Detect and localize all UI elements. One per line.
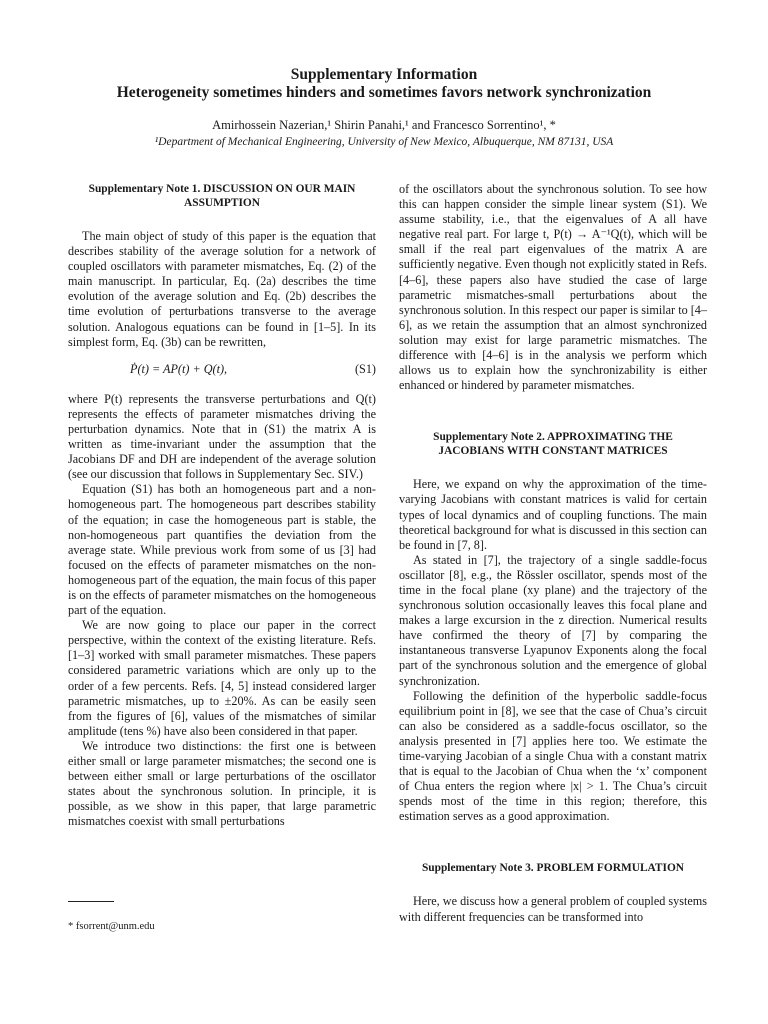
paragraph: where P(t) represents the transverse perturbations and Q(t) represents the effects of parameter mismatches driving the perturbation dynamics. Note that in (S1) the matrix A is written as time-invariant under the assumption that the Jacobians DF and DH are independent of the average solution (see our discussion that follows in Supplementary Sec. SIV.)	[68, 391, 376, 482]
paragraph: of the oscillators about the synchronous solution. To see how this can happen consider the simple linear system (S1). We assume stability, i.e., that the eigenvalues of A all have negative real part. For large t, P(t) → A⁻¹Q(t), which will be small if the real part eigenvalues of the matrix A are sufficiently negative. Even though not explicitly stated in Refs. [4–6], these papers also have studied the case of large parametric mismatches-small perturbations about the synchronous solution. In this respect our paper is similar to [4–6], as we retain the assumption that an almost synchronized solution may exist for large parametric mismatches. The difference with [4–6] is in the analysis we perform which allows us to explain how the synchronizability is either enhanced or hindered by parameter mismatches.	[399, 182, 707, 393]
section-heading-note3: Supplementary Note 3. PROBLEM FORMULATION	[421, 862, 685, 875]
equation-number: (S1)	[355, 361, 376, 376]
section-heading-note1: Supplementary Note 1. DISCUSSION ON OUR MAIN ASSUMPTION	[88, 183, 356, 209]
paragraph: Here, we discuss how a general problem of coupled systems with different frequencies can be transformed into	[399, 894, 707, 924]
section-heading-note2: Supplementary Note 2. APPROXIMATING THE JACOBIANS WITH CONSTANT MATRICES	[433, 431, 673, 458]
paper-title-line1: Supplementary Information	[290, 66, 478, 83]
paragraph: The main object of study of this paper is the equation that describes stability of the average solution for a network of coupled oscillators with parameter mismatches, Eq. (2) of the main manuscript. In particular, Eq. (2a) describes the time evolution of the average solution and Eq. (2b) describes the time evolution of perturbations transverse to the average solution. Analogous equations can be found in [1–5]. In its simplest form, Eq. (3b) can be rewritten,	[68, 229, 376, 349]
equation-s1	[68, 360, 376, 380]
right-column	[399, 182, 707, 925]
footnote-rule	[68, 901, 114, 902]
authors: Amirhossein Nazerian,¹ Shirin Panahi,¹ and Francesco Sorrentino¹, *	[212, 118, 556, 132]
paragraph: Equation (S1) has both an homogeneous part and a non-homogeneous part. The homogeneous part describes stability of the equation; in case the homogeneous part is stable, the non-homogeneous part quantifies the deviation from the average state. While previous work from some of us [3] had focused on the effects of parameter mismatches on the non-homogeneous part of the equation, the main focus of this paper is on the effects of parameter mismatches on the homogeneous part of the equation.	[68, 482, 376, 618]
equation-body: Ṗ(t) = AP(t) + Q(t),	[130, 361, 228, 376]
footnote-email: * fsorrent@unm.edu	[68, 921, 155, 932]
paper-title-line2: Heterogeneity sometimes hinders and sometimes favors network synchronization	[116, 84, 652, 101]
paragraph: As stated in [7], the trajectory of a single saddle-focus oscillator [8], e.g., the Rössler oscillator, spends most of the time in the focal plane (xy plane) and the trajectory of the synchronous solution occasionally leaves this focal plane and makes a large excursion in the z direction. Numerical results have confirmed the theory of [7] by comparing the instantaneous transverse Lyapunov Exponents along the focal part of the synchronous solution and the emergence of global synchronization.	[399, 552, 707, 688]
left-column	[68, 182, 376, 829]
paragraph: Here, we expand on why the approximation of the time-varying Jacobians with constant matrices is valid for certain types of local dynamics and of coupling functions. The main theoretical background for what is discussed in this section can be found in [7, 8].	[399, 477, 707, 552]
paragraph: Following the definition of the hyperbolic saddle-focus equilibrium point in [8], we see that the case of Chua’s circuit can also be considered as a saddle-focus oscillator, so the analysis presented in [7] applies here too. We estimate the time-varying Jacobian of a single Chua with a constant matrix that is equal to the Jacobian of Chua when the ‘x’ component of Chua enters the region where |x| > 1. The Chua’s circuit spends most of the time in this region; therefore, this estimation serves as a good approximation.	[399, 688, 707, 824]
paragraph: We introduce two distinctions: the first one is between either small or large parameter mismatches; the second one is between either small or large perturbations of the oscillator states about the synchronous solution. In principle, it is possible, as we show in this paper, that large parametric mismatches coexist with small perturbations	[68, 738, 376, 829]
affiliation: ¹Department of Mechanical Engineering, University of New Mexico, Albuquerque, NM 87131, USA	[154, 136, 614, 148]
paragraph: We are now going to place our paper in the correct perspective, within the context of the existing literature. Refs. [1–3] worked with small parameter mismatches. These papers considered parametric variations which are only up to the order of a few percents. Refs. [4, 5] instead considered larger parametric mismatches, up to ±20%. As can be easily seen from the figures of [6], values of the mismatches of similar amplitude (tens %) have also been considered in that paper.	[68, 618, 376, 738]
